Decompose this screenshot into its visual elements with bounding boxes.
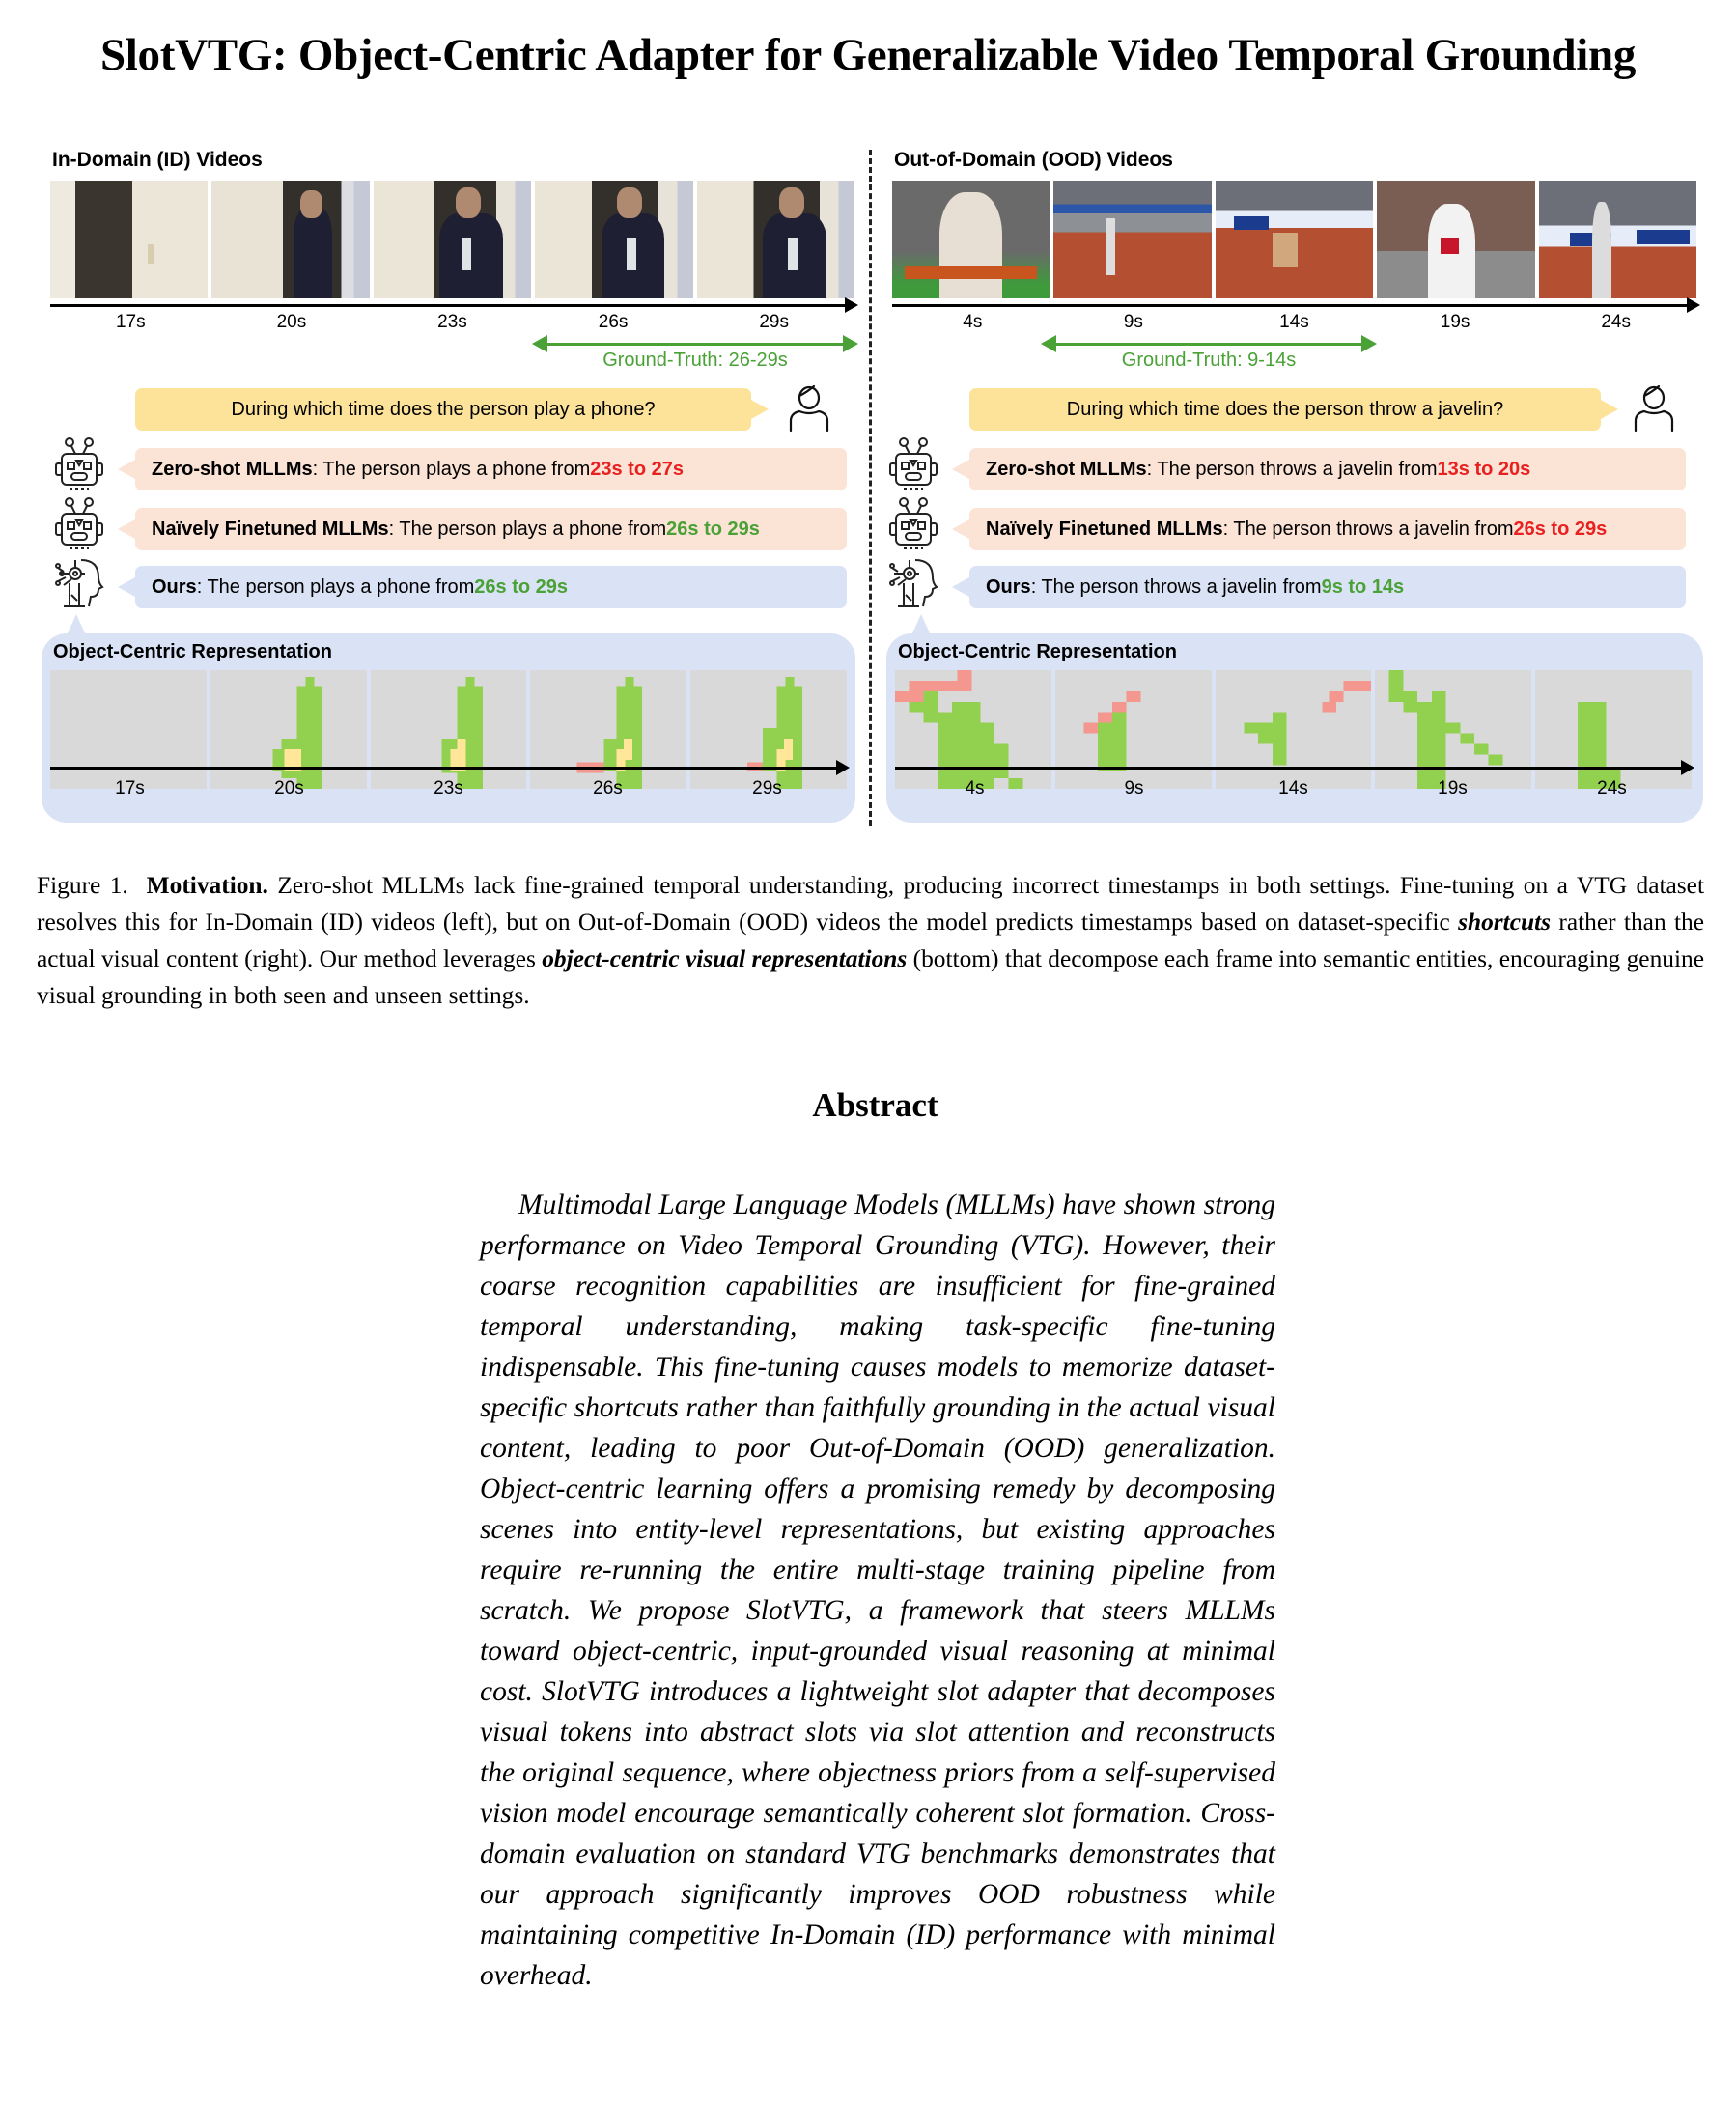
timestamp-label: 17s	[115, 778, 145, 799]
response-text: : The person plays a phone from	[388, 518, 667, 540]
slot-masks	[895, 670, 1692, 789]
zero-shot-response-bubble	[135, 448, 847, 490]
ai-brain-head-icon	[886, 556, 940, 610]
timestamp-label: 20s	[274, 778, 304, 799]
zero-shot-response-bubble	[969, 448, 1686, 490]
abstract-body: Multimodal Large Language Models (MLLMs) have shown strong performance on Video Temporal Grounding (VTG). However, their coarse recognition capabilities are insufficient for fine-grained temporal understanding, making task-specific fine-tuning indispensable. This fine-tuning causes models to memorize dataset-specific shortcuts rather than faithfully grounding in the actual visual content, leading to poor Out-of-Domain (OOD) generalization. Object-centric learning offers a promising remedy by decomposing scenes into entity-level representations, but existing approaches require re-running the entire multi-stage training pipeline from scratch. We propose SlotVTG, a framework that steers MLLMs toward object-centric, input-grounded visual reasoning at minimal cost. SlotVTG introduces a lightweight slot adapter that decomposes visual tokens into abstract slots via slot attention and reconstructs the original sequence, where objectness priors from a self-supervised vision model encourage semantically coherent slot formation. Cross-domain evaluation on standard VTG benchmarks demonstrates that our approach significantly improves OOD robustness while maintaining competitive In-Domain (ID) performance with minimal overhead.	[480, 1190, 1275, 1991]
figure-caption	[37, 867, 1704, 1014]
caption-emphasis: object-centric visual representations	[542, 945, 908, 972]
timestamp-label: 26s	[598, 312, 629, 332]
model-name: Zero-shot MLLMs	[152, 458, 313, 480]
robot-icon	[52, 437, 106, 491]
ours-response-bubble	[135, 566, 847, 608]
abstract-heading: Abstract	[812, 1086, 938, 1124]
in-domain-heading: In-Domain (ID) Videos	[52, 149, 263, 171]
user-icon	[1627, 380, 1681, 434]
user-icon	[782, 380, 836, 434]
timestamp-label: 14s	[1278, 778, 1308, 799]
model-name: Zero-shot MLLMs	[986, 458, 1147, 480]
slot-mask-29s	[690, 670, 847, 789]
timestamp-label: 24s	[1597, 778, 1627, 799]
slot-mask-24s	[1535, 670, 1692, 789]
caption-title: Motivation.	[146, 872, 268, 899]
response-text: : The person throws a javelin from	[1146, 458, 1438, 480]
ground-truth-label: Ground-Truth: 9-14s	[1121, 350, 1297, 371]
caption-text: (bottom) that decompose each frame into semantic entities, encouraging genuine visual grounding in both seen and unseen settings.	[37, 945, 1704, 1009]
timeline-axis	[892, 304, 1689, 307]
slot-mask-9s	[1055, 670, 1212, 789]
video-frame-24s	[1539, 181, 1696, 298]
predicted-span: 13s to 20s	[1437, 458, 1531, 480]
object-centric-representation	[886, 633, 1703, 823]
object-centric-title: Object-Centric Representation	[53, 641, 332, 662]
object-centric-representation	[42, 633, 855, 823]
video-frame-20s	[211, 181, 369, 298]
slot-mask-20s	[210, 670, 367, 789]
ground-truth-arrow	[546, 343, 845, 346]
panel-divider	[869, 150, 872, 826]
robot-icon	[886, 497, 940, 551]
timestamp-label: 4s	[963, 312, 983, 332]
timestamp-label: 9s	[1124, 778, 1144, 799]
timestamp-label: 20s	[276, 312, 307, 332]
timestamp-label: 4s	[965, 778, 985, 799]
timestamp-label: 26s	[593, 778, 623, 799]
robot-icon	[886, 437, 940, 491]
slot-mask-4s	[895, 670, 1051, 789]
slot-masks	[50, 670, 847, 789]
out-of-domain-panel	[890, 145, 1706, 830]
timestamp-label: 19s	[1438, 778, 1468, 799]
timestamp-label: 19s	[1440, 312, 1470, 332]
response-text: : The person plays a phone from	[312, 458, 591, 480]
out-of-domain-frames	[892, 181, 1696, 298]
caption-text: Zero-shot MLLMs lack fine-grained temporal understanding, producing incorrect timestamps in both settings. Fine-tuning on a VTG dataset resolves this for In-Domain (ID) videos (left), but on Out-of-Domain (OOD) videos the model predicts timestamps based on dataset-specific	[37, 872, 1704, 936]
slot-mask-23s	[371, 670, 527, 789]
timestamp-label: 23s	[437, 312, 467, 332]
timestamp-label: 29s	[752, 778, 782, 799]
in-domain-frames	[50, 181, 854, 298]
video-frame-29s	[697, 181, 854, 298]
timestamp-label: 29s	[759, 312, 789, 332]
model-name: Ours	[986, 575, 1031, 598]
predicted-span: 26s to 29s	[1513, 518, 1608, 540]
timestamp-label: 17s	[115, 312, 146, 332]
slot-mask-19s	[1375, 670, 1531, 789]
timeline-axis	[50, 304, 847, 307]
robot-icon	[52, 497, 106, 551]
video-frame-9s	[1053, 181, 1211, 298]
timeline-ticks	[892, 312, 1696, 333]
slot-mask-26s	[530, 670, 686, 789]
timeline-axis	[50, 767, 838, 770]
response-text: : The person throws a javelin from	[1222, 518, 1514, 540]
video-frame-4s	[892, 181, 1050, 298]
video-frame-14s	[1216, 181, 1373, 298]
in-domain-panel	[48, 145, 864, 830]
video-frame-26s	[535, 181, 692, 298]
video-frame-23s	[374, 181, 531, 298]
ground-truth-label: Ground-Truth: 26-29s	[602, 350, 788, 371]
finetuned-response-bubble	[135, 508, 847, 550]
timeline-ticks	[895, 778, 1692, 799]
predicted-span: 26s to 29s	[474, 575, 568, 598]
timeline-ticks	[50, 778, 847, 799]
response-text: : The person plays a phone from	[196, 575, 475, 598]
model-name: Naïvely Finetuned MLLMs	[986, 518, 1223, 540]
caption-emphasis: shortcuts	[1458, 909, 1552, 936]
predicted-span: 9s to 14s	[1321, 575, 1405, 598]
paper-title: SlotVTG: Object-Centric Adapter for Generalizable Video Temporal Grounding	[99, 30, 1637, 80]
video-frame-17s	[50, 181, 208, 298]
model-name: Ours	[152, 575, 197, 598]
slot-mask-17s	[50, 670, 207, 789]
timestamp-label: 24s	[1601, 312, 1631, 332]
question-bubble: During which time does the person play a phone?	[135, 388, 751, 431]
timestamp-label: 23s	[434, 778, 463, 799]
slot-mask-14s	[1216, 670, 1372, 789]
ai-brain-head-icon	[52, 556, 106, 610]
model-name: Naïvely Finetuned MLLMs	[152, 518, 389, 540]
out-of-domain-heading: Out-of-Domain (OOD) Videos	[894, 149, 1173, 171]
object-centric-title: Object-Centric Representation	[898, 641, 1177, 662]
timestamp-label: 14s	[1279, 312, 1309, 332]
timeline-axis	[895, 767, 1683, 770]
caption-text: rather than the actual visual content (right). Our method leverages	[37, 909, 1705, 972]
finetuned-response-bubble	[969, 508, 1686, 550]
predicted-span: 23s to 27s	[590, 458, 684, 480]
figure-label: Figure 1.	[37, 872, 128, 899]
timestamp-label: 9s	[1123, 312, 1143, 332]
ground-truth-arrow	[1054, 343, 1363, 346]
response-text: : The person throws a javelin from	[1030, 575, 1322, 598]
question-bubble: During which time does the person throw a javelin?	[969, 388, 1601, 431]
ours-response-bubble	[969, 566, 1686, 608]
video-frame-19s	[1377, 181, 1534, 298]
timeline-ticks	[50, 312, 854, 333]
predicted-span: 26s to 29s	[666, 518, 760, 540]
